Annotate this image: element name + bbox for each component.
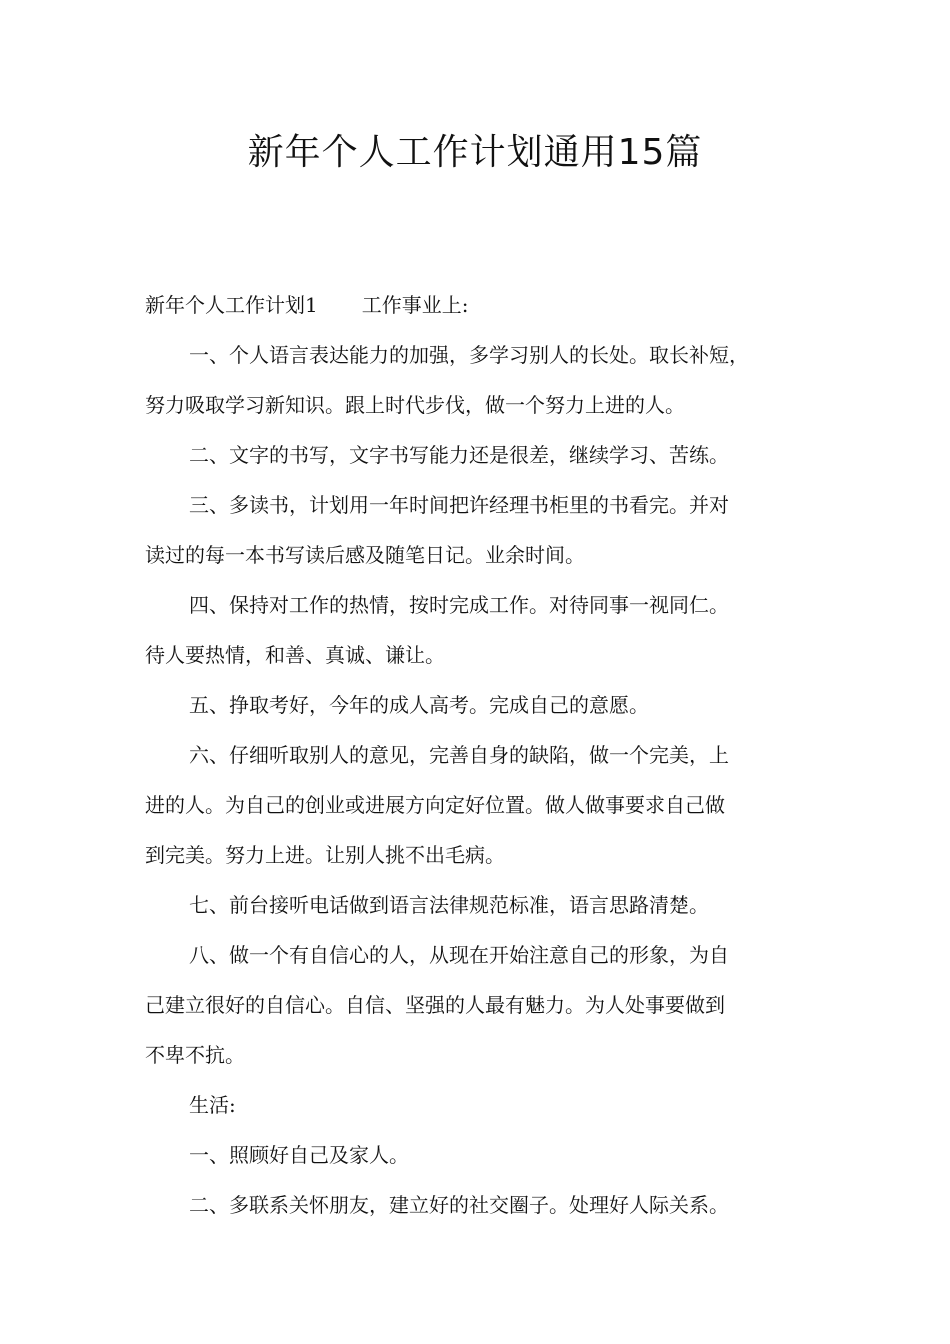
paragraph-line: 四、保持对工作的热情，按时完成工作。对待同事一视同仁。 — [189, 593, 729, 617]
paragraph-line-intro — [145, 280, 815, 330]
document-title: 新年个人工作计划通用15篇 — [247, 132, 703, 173]
section-label: 新年个人工作计划1 — [145, 293, 318, 317]
paragraph-line: 二、多联系关怀朋友，建立好的社交圈子。处理好人际关系。 — [189, 1193, 729, 1217]
paragraph-line: 努力吸取学习新知识。跟上时代步伐，做一个努力上进的人。 — [145, 393, 685, 417]
subheading-life: 生活: — [189, 1093, 236, 1117]
paragraph-line: 进的人。为自己的创业或进展方向定好位置。做人做事要求自己做 — [145, 793, 725, 817]
paragraph-line: 六、仔细听取别人的意见，完善自身的缺陷，做一个完美，上 — [189, 743, 729, 767]
paragraph-line: 不卑不抗。 — [145, 1043, 245, 1067]
paragraph-line: 八、做一个有自信心的人，从现在开始注意自己的形象，为自 — [189, 943, 729, 967]
paragraph-line: 五、挣取考好，今年的成人高考。完成自己的意愿。 — [189, 693, 649, 717]
paragraph-line: 读过的每一本书写读后感及随笔日记。业余时间。 — [145, 543, 585, 567]
paragraph-line: 三、多读书，计划用一年时间把许经理书柜里的书看完。并对 — [189, 493, 729, 517]
section-heading: 工作事业上: — [361, 293, 469, 317]
paragraph-line: 到完美。努力上进。让别人挑不出毛病。 — [145, 843, 505, 867]
paragraph-line: 二、文字的书写，文字书写能力还是很差，继续学习、苦练。 — [189, 443, 729, 467]
paragraph-line: 待人要热情，和善、真诚、谦让。 — [145, 643, 445, 667]
paragraph-line: 一、照顾好自己及家人。 — [189, 1143, 409, 1167]
document-body — [145, 280, 815, 1230]
paragraph-line: 己建立很好的自信心。自信、坚强的人最有魅力。为人处事要做到 — [145, 993, 725, 1017]
paragraph-line: 七、前台接听电话做到语言法律规范标准，语言思路清楚。 — [189, 893, 709, 917]
paragraph-line: 一、个人语言表达能力的加强，多学习别人的长处。取长补短， — [189, 343, 749, 367]
